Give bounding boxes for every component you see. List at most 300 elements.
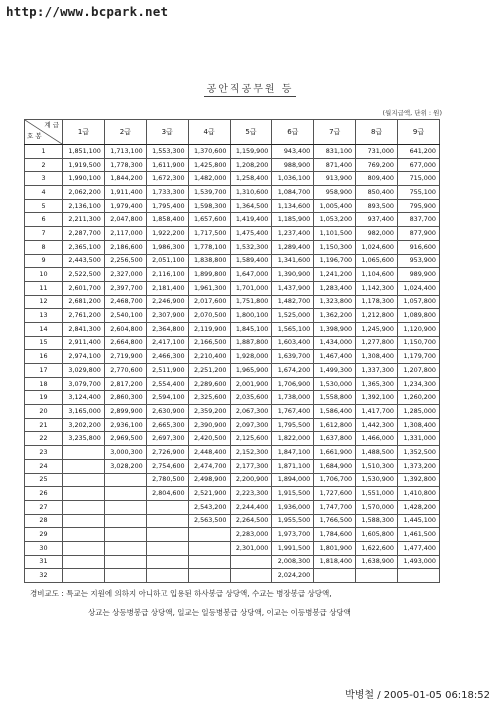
salary-cell: 2,301,000	[230, 541, 272, 555]
salary-cell: 2,264,500	[230, 514, 272, 528]
salary-cell	[104, 500, 146, 514]
salary-cell: 2,860,300	[104, 391, 146, 405]
salary-cell: 1,159,900	[230, 145, 272, 159]
salary-cell: 1,185,900	[272, 213, 314, 227]
salary-cell: 1,417,700	[356, 405, 398, 419]
salary-cell	[104, 473, 146, 487]
salary-cell: 1,237,400	[272, 227, 314, 241]
salary-cell: 1,532,300	[230, 240, 272, 254]
salary-cell: 1,104,600	[356, 268, 398, 282]
salary-cell: 893,500	[356, 199, 398, 213]
salary-cell: 1,482,000	[188, 172, 230, 186]
salary-cell: 2,911,400	[63, 336, 105, 350]
salary-cell: 1,717,500	[188, 227, 230, 241]
salary-cell: 1,241,200	[314, 268, 356, 282]
unit-note: (월지급액, 단위 : 원)	[382, 109, 442, 117]
salary-cell: 1,674,200	[272, 364, 314, 378]
salary-cell: 1,778,300	[104, 158, 146, 172]
salary-cell: 1,911,400	[104, 186, 146, 200]
step-cell: 12	[25, 295, 63, 309]
salary-cell: 2,390,900	[188, 418, 230, 432]
step-cell: 29	[25, 528, 63, 542]
salary-cell: 2,594,100	[146, 391, 188, 405]
salary-cell: 1,101,500	[314, 227, 356, 241]
salary-cell: 2,761,200	[63, 309, 105, 323]
salary-cell: 2,726,900	[146, 446, 188, 460]
salary-cell: 1,847,100	[272, 446, 314, 460]
salary-cell	[104, 514, 146, 528]
step-cell: 22	[25, 432, 63, 446]
salary-cell: 1,706,900	[272, 377, 314, 391]
salary-cell: 1,467,400	[314, 350, 356, 364]
salary-cell: 2,804,600	[146, 487, 188, 501]
salary-cell: 988,900	[272, 158, 314, 172]
grade-header: 5급	[230, 120, 272, 145]
salary-cell: 3,028,200	[104, 459, 146, 473]
salary-cell: 641,200	[398, 145, 440, 159]
salary-cell: 958,900	[314, 186, 356, 200]
grade-header: 9급	[398, 120, 440, 145]
table-row	[25, 254, 440, 268]
salary-cell: 1,445,100	[398, 514, 440, 528]
salary-cell: 2,186,600	[104, 240, 146, 254]
step-cell: 32	[25, 569, 63, 583]
salary-cell: 1,795,400	[146, 199, 188, 213]
salary-cell: 2,554,400	[146, 377, 188, 391]
salary-cell: 1,530,900	[356, 473, 398, 487]
salary-cell: 1,598,300	[188, 199, 230, 213]
salary-cell: 2,287,700	[63, 227, 105, 241]
salary-cell	[314, 569, 356, 583]
salary-cell: 1,461,500	[398, 528, 440, 542]
step-cell: 10	[25, 268, 63, 282]
salary-cell	[188, 569, 230, 583]
salary-cell	[63, 487, 105, 501]
salary-cell: 2,070,500	[188, 309, 230, 323]
salary-cell: 1,647,000	[230, 268, 272, 282]
salary-cell: 1,553,300	[146, 145, 188, 159]
salary-cell: 2,522,500	[63, 268, 105, 282]
salary-cell: 3,079,700	[63, 377, 105, 391]
salary-cell: 1,150,300	[314, 240, 356, 254]
salary-cell: 2,200,900	[230, 473, 272, 487]
salary-cell: 1,638,900	[356, 555, 398, 569]
step-cell: 6	[25, 213, 63, 227]
salary-cell	[146, 569, 188, 583]
salary-cell: 1,727,600	[314, 487, 356, 501]
step-cell: 3	[25, 172, 63, 186]
header-row	[25, 120, 440, 145]
salary-cell: 2,166,500	[188, 336, 230, 350]
salary-cell: 982,000	[356, 227, 398, 241]
salary-cell	[63, 569, 105, 583]
table-row	[25, 391, 440, 405]
salary-cell: 877,900	[398, 227, 440, 241]
salary-cell: 1,196,700	[314, 254, 356, 268]
grade-header: 4급	[188, 120, 230, 145]
step-cell: 16	[25, 350, 63, 364]
salary-cell: 1,844,200	[104, 172, 146, 186]
salary-cell: 1,965,900	[230, 364, 272, 378]
salary-cell: 1,024,600	[356, 240, 398, 254]
salary-cell: 1,767,400	[272, 405, 314, 419]
salary-cell: 1,289,400	[272, 240, 314, 254]
salary-cell: 1,747,700	[314, 500, 356, 514]
step-cell: 21	[25, 418, 63, 432]
salary-cell: 2,327,000	[104, 268, 146, 282]
salary-cell: 2,062,200	[63, 186, 105, 200]
salary-cell: 2,325,600	[188, 391, 230, 405]
table-row	[25, 172, 440, 186]
salary-cell: 2,780,500	[146, 473, 188, 487]
salary-cell: 1,845,100	[230, 322, 272, 336]
salary-cell: 2,521,900	[188, 487, 230, 501]
salary-cell	[63, 514, 105, 528]
step-cell: 2	[25, 158, 63, 172]
grade-header: 3급	[146, 120, 188, 145]
salary-cell: 2,211,300	[63, 213, 105, 227]
salary-cell: 1,565,100	[272, 322, 314, 336]
salary-cell: 943,400	[272, 145, 314, 159]
salary-cell: 953,900	[398, 254, 440, 268]
salary-cell: 1,425,800	[188, 158, 230, 172]
salary-cell: 1,871,100	[272, 459, 314, 473]
salary-cell: 1,310,600	[230, 186, 272, 200]
salary-cell: 916,600	[398, 240, 440, 254]
salary-cell: 1,706,700	[314, 473, 356, 487]
table-header	[25, 120, 440, 145]
salary-cell: 2,443,500	[63, 254, 105, 268]
salary-cell: 1,894,000	[272, 473, 314, 487]
table-row	[25, 227, 440, 241]
salary-cell: 1,961,300	[188, 281, 230, 295]
salary-cell: 809,400	[356, 172, 398, 186]
salary-cell: 2,817,200	[104, 377, 146, 391]
note-line-1: 경비교도 : 특교는 지원에 의하지 아니하고 입용된 하사봉급 상당액, 수교는 병장봉급 상당액,	[30, 589, 332, 598]
grade-header: 6급	[272, 120, 314, 145]
salary-cell: 1,493,000	[398, 555, 440, 569]
salary-cell: 1,928,000	[230, 350, 272, 364]
salary-cell: 1,245,900	[356, 322, 398, 336]
salary-cell: 2,841,300	[63, 322, 105, 336]
step-cell: 27	[25, 500, 63, 514]
salary-cell: 1,639,700	[272, 350, 314, 364]
salary-cell: 1,442,300	[356, 418, 398, 432]
table-row	[25, 418, 440, 432]
table-row	[25, 281, 440, 295]
step-cell: 5	[25, 199, 63, 213]
table-row	[25, 186, 440, 200]
salary-cell: 1,751,800	[230, 295, 272, 309]
salary-cell: 1,778,100	[188, 240, 230, 254]
salary-cell: 1,434,000	[314, 336, 356, 350]
salary-cell: 1,392,100	[356, 391, 398, 405]
salary-cell: 769,200	[356, 158, 398, 172]
step-cell: 1	[25, 145, 63, 159]
salary-cell: 2,563,500	[188, 514, 230, 528]
salary-cell: 1,477,400	[398, 541, 440, 555]
salary-cell: 1,611,900	[146, 158, 188, 172]
salary-cell	[398, 569, 440, 583]
salary-cell: 1,588,300	[356, 514, 398, 528]
table-row	[25, 377, 440, 391]
salary-cell	[146, 500, 188, 514]
step-cell: 11	[25, 281, 63, 295]
salary-cell: 2,681,200	[63, 295, 105, 309]
salary-cell: 731,000	[356, 145, 398, 159]
salary-cell: 2,177,300	[230, 459, 272, 473]
salary-cell: 1,539,700	[188, 186, 230, 200]
salary-cell: 2,359,200	[188, 405, 230, 419]
step-cell: 26	[25, 487, 63, 501]
salary-cell: 1,986,300	[146, 240, 188, 254]
salary-cell: 1,410,800	[398, 487, 440, 501]
salary-cell: 1,234,300	[398, 377, 440, 391]
salary-cell: 1,150,700	[398, 336, 440, 350]
salary-cell	[63, 541, 105, 555]
salary-cell: 989,900	[398, 268, 440, 282]
salary-cell: 1,851,100	[63, 145, 105, 159]
grade-header: 8급	[356, 120, 398, 145]
salary-cell: 2,047,800	[104, 213, 146, 227]
salary-cell: 1,499,300	[314, 364, 356, 378]
salary-cell: 2,117,000	[104, 227, 146, 241]
salary-cell: 1,551,000	[356, 487, 398, 501]
salary-table	[24, 119, 440, 583]
salary-cell: 1,285,000	[398, 405, 440, 419]
table-row	[25, 309, 440, 323]
salary-cell: 2,468,700	[104, 295, 146, 309]
salary-cell	[63, 446, 105, 460]
salary-cell: 2,420,500	[188, 432, 230, 446]
salary-cell: 1,955,500	[272, 514, 314, 528]
salary-cell: 795,900	[398, 199, 440, 213]
table-row	[25, 473, 440, 487]
salary-cell: 2,604,800	[104, 322, 146, 336]
salary-cell: 715,000	[398, 172, 440, 186]
salary-cell: 1,308,400	[398, 418, 440, 432]
table-row	[25, 199, 440, 213]
salary-cell: 2,125,600	[230, 432, 272, 446]
site-watermark: http://www.bcpark.net	[6, 4, 169, 19]
table-row	[25, 432, 440, 446]
step-cell: 17	[25, 364, 63, 378]
table-row	[25, 295, 440, 309]
salary-cell: 1,134,600	[272, 199, 314, 213]
salary-cell: 1,466,000	[356, 432, 398, 446]
salary-cell: 837,700	[398, 213, 440, 227]
salary-cell: 2,024,200	[272, 569, 314, 583]
step-cell: 8	[25, 240, 63, 254]
salary-cell: 2,035,600	[230, 391, 272, 405]
salary-cell: 1,392,800	[398, 473, 440, 487]
table-row	[25, 541, 440, 555]
author-timestamp: 박병철 / 2005-01-05 06:18:52	[345, 690, 490, 701]
salary-cell: 2,448,400	[188, 446, 230, 460]
salary-cell	[104, 528, 146, 542]
salary-cell: 1,622,600	[356, 541, 398, 555]
table-row	[25, 158, 440, 172]
step-cell: 25	[25, 473, 63, 487]
salary-cell: 1,899,800	[188, 268, 230, 282]
salary-cell: 2,283,000	[230, 528, 272, 542]
salary-cell: 2,417,100	[146, 336, 188, 350]
salary-cell	[230, 569, 272, 583]
salary-cell: 1,713,100	[104, 145, 146, 159]
salary-cell: 1,637,800	[314, 432, 356, 446]
salary-cell: 1,838,800	[188, 254, 230, 268]
salary-cell: 1,260,200	[398, 391, 440, 405]
corner-cell	[25, 120, 63, 145]
salary-cell: 1,024,400	[398, 281, 440, 295]
salary-cell: 1,362,200	[314, 309, 356, 323]
salary-cell: 2,365,100	[63, 240, 105, 254]
grade-header: 2급	[104, 120, 146, 145]
step-cell: 20	[25, 405, 63, 419]
salary-cell: 2,307,900	[146, 309, 188, 323]
salary-cell: 1,510,300	[356, 459, 398, 473]
salary-cell	[188, 555, 230, 569]
salary-cell: 1,337,300	[356, 364, 398, 378]
salary-cell: 1,822,000	[272, 432, 314, 446]
salary-cell: 2,630,900	[146, 405, 188, 419]
salary-cell: 1,801,900	[314, 541, 356, 555]
table-row	[25, 405, 440, 419]
salary-cell: 1,120,900	[398, 322, 440, 336]
salary-cell: 831,100	[314, 145, 356, 159]
salary-cell: 1,586,400	[314, 405, 356, 419]
table-row	[25, 350, 440, 364]
salary-cell: 1,323,800	[314, 295, 356, 309]
step-cell: 31	[25, 555, 63, 569]
step-cell: 9	[25, 254, 63, 268]
step-cell: 14	[25, 322, 63, 336]
salary-cell: 2,051,100	[146, 254, 188, 268]
salary-cell: 1,373,200	[398, 459, 440, 473]
salary-cell	[104, 569, 146, 583]
salary-cell: 1,258,400	[230, 172, 272, 186]
salary-cell: 1,005,400	[314, 199, 356, 213]
salary-cell: 1,672,300	[146, 172, 188, 186]
salary-cell	[146, 514, 188, 528]
salary-cell: 2,664,800	[104, 336, 146, 350]
salary-cell: 1,364,500	[230, 199, 272, 213]
salary-cell: 2,136,100	[63, 199, 105, 213]
page-title	[0, 80, 500, 95]
salary-cell: 2,246,900	[146, 295, 188, 309]
salary-cell: 1,684,900	[314, 459, 356, 473]
salary-cell: 1,612,800	[314, 418, 356, 432]
salary-cell: 1,057,800	[398, 295, 440, 309]
salary-cell: 1,178,300	[356, 295, 398, 309]
table-row	[25, 240, 440, 254]
salary-cell: 1,053,200	[314, 213, 356, 227]
salary-cell: 755,100	[398, 186, 440, 200]
salary-cell: 1,558,800	[314, 391, 356, 405]
table-row	[25, 528, 440, 542]
salary-cell: 2,754,600	[146, 459, 188, 473]
salary-cell: 1,283,400	[314, 281, 356, 295]
salary-cell: 1,352,500	[398, 446, 440, 460]
step-cell: 19	[25, 391, 63, 405]
step-cell: 24	[25, 459, 63, 473]
salary-cell: 2,466,300	[146, 350, 188, 364]
salary-cell: 3,235,800	[63, 432, 105, 446]
salary-cell	[188, 541, 230, 555]
salary-cell: 2,364,800	[146, 322, 188, 336]
salary-cell: 1,800,100	[230, 309, 272, 323]
salary-cell: 850,400	[356, 186, 398, 200]
salary-cell: 1,766,500	[314, 514, 356, 528]
salary-cell: 1,784,600	[314, 528, 356, 542]
salary-cell: 1,738,000	[272, 391, 314, 405]
step-cell: 15	[25, 336, 63, 350]
grade-header: 1급	[63, 120, 105, 145]
salary-cell: 2,601,700	[63, 281, 105, 295]
salary-cell	[63, 473, 105, 487]
salary-cell	[146, 555, 188, 569]
salary-cell: 2,697,300	[146, 432, 188, 446]
salary-cell: 2,543,200	[188, 500, 230, 514]
salary-cell	[146, 528, 188, 542]
salary-cell: 2,223,300	[230, 487, 272, 501]
table-row	[25, 487, 440, 501]
step-cell: 7	[25, 227, 63, 241]
salary-cell	[146, 541, 188, 555]
table-row	[25, 213, 440, 227]
salary-cell: 2,256,500	[104, 254, 146, 268]
page-title-text: 공안직공무원 등	[204, 84, 297, 97]
salary-cell: 3,124,400	[63, 391, 105, 405]
salary-cell: 2,251,200	[188, 364, 230, 378]
salary-cell: 1,603,400	[272, 336, 314, 350]
salary-cell: 2,719,900	[104, 350, 146, 364]
table-row	[25, 336, 440, 350]
salary-cell: 2,511,900	[146, 364, 188, 378]
salary-cell: 2,181,400	[146, 281, 188, 295]
salary-cell: 1,212,800	[356, 309, 398, 323]
salary-cell: 2,899,900	[104, 405, 146, 419]
salary-cell: 1,570,000	[356, 500, 398, 514]
step-cell: 23	[25, 446, 63, 460]
table-row	[25, 555, 440, 569]
salary-cell: 1,065,600	[356, 254, 398, 268]
salary-cell: 1,936,000	[272, 500, 314, 514]
salary-cell: 1,179,700	[398, 350, 440, 364]
salary-cell: 1,390,900	[272, 268, 314, 282]
table-body	[25, 145, 440, 583]
salary-cell: 2,244,400	[230, 500, 272, 514]
step-cell: 18	[25, 377, 63, 391]
step-cell: 13	[25, 309, 63, 323]
salary-cell: 2,397,700	[104, 281, 146, 295]
salary-cell	[104, 541, 146, 555]
salary-cell	[356, 569, 398, 583]
salary-cell: 1,488,500	[356, 446, 398, 460]
salary-cell: 1,973,700	[272, 528, 314, 542]
salary-cell: 1,733,300	[146, 186, 188, 200]
salary-cell: 1,207,800	[398, 364, 440, 378]
salary-cell	[104, 487, 146, 501]
table-row	[25, 459, 440, 473]
salary-cell	[104, 555, 146, 569]
salary-cell: 1,208,200	[230, 158, 272, 172]
salary-cell: 1,919,500	[63, 158, 105, 172]
salary-cell: 871,400	[314, 158, 356, 172]
corner-grade-label: 계 급	[44, 121, 59, 129]
salary-cell: 1,365,300	[356, 377, 398, 391]
step-cell: 4	[25, 186, 63, 200]
